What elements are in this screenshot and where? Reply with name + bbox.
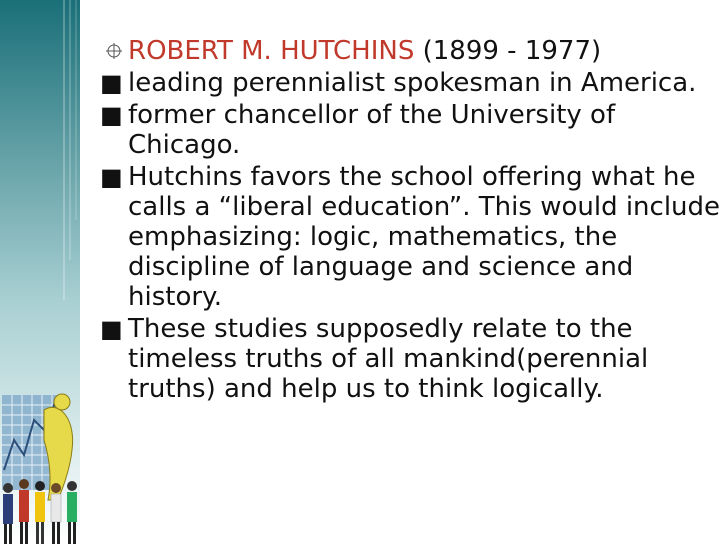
bullet-item [100,314,722,404]
person-name: ROBERT M. HUTCHINS [128,36,415,66]
square-bullet-icon: ■ [100,69,123,97]
header-line [104,36,722,66]
bullet-item [100,68,722,98]
bullet-text: Hutchins favors the school offering what he calls a “liberal education”. This would include emphasizing: logic, mathematics, the discipline of language and science and history. [128,162,721,312]
person-years: (1899 - 1977) [414,36,602,66]
square-bullet-icon: ■ [100,163,123,191]
crosshair-icon [106,43,122,59]
square-bullet-icon: ■ [100,315,123,343]
bullet-text: former chancellor of the University of Chicago. [128,100,616,160]
bullet-text: leading perennialist spokesman in America. [128,68,697,98]
bullet-item [100,100,722,160]
bullet-text: These studies supposedly relate to the timeless truths of all mankind(perennial truths) and help us to think logically. [128,314,649,404]
square-bullet-icon: ■ [100,101,123,129]
slide-content [100,36,722,406]
bullet-item [100,162,722,312]
left-decorative-band [0,0,80,546]
